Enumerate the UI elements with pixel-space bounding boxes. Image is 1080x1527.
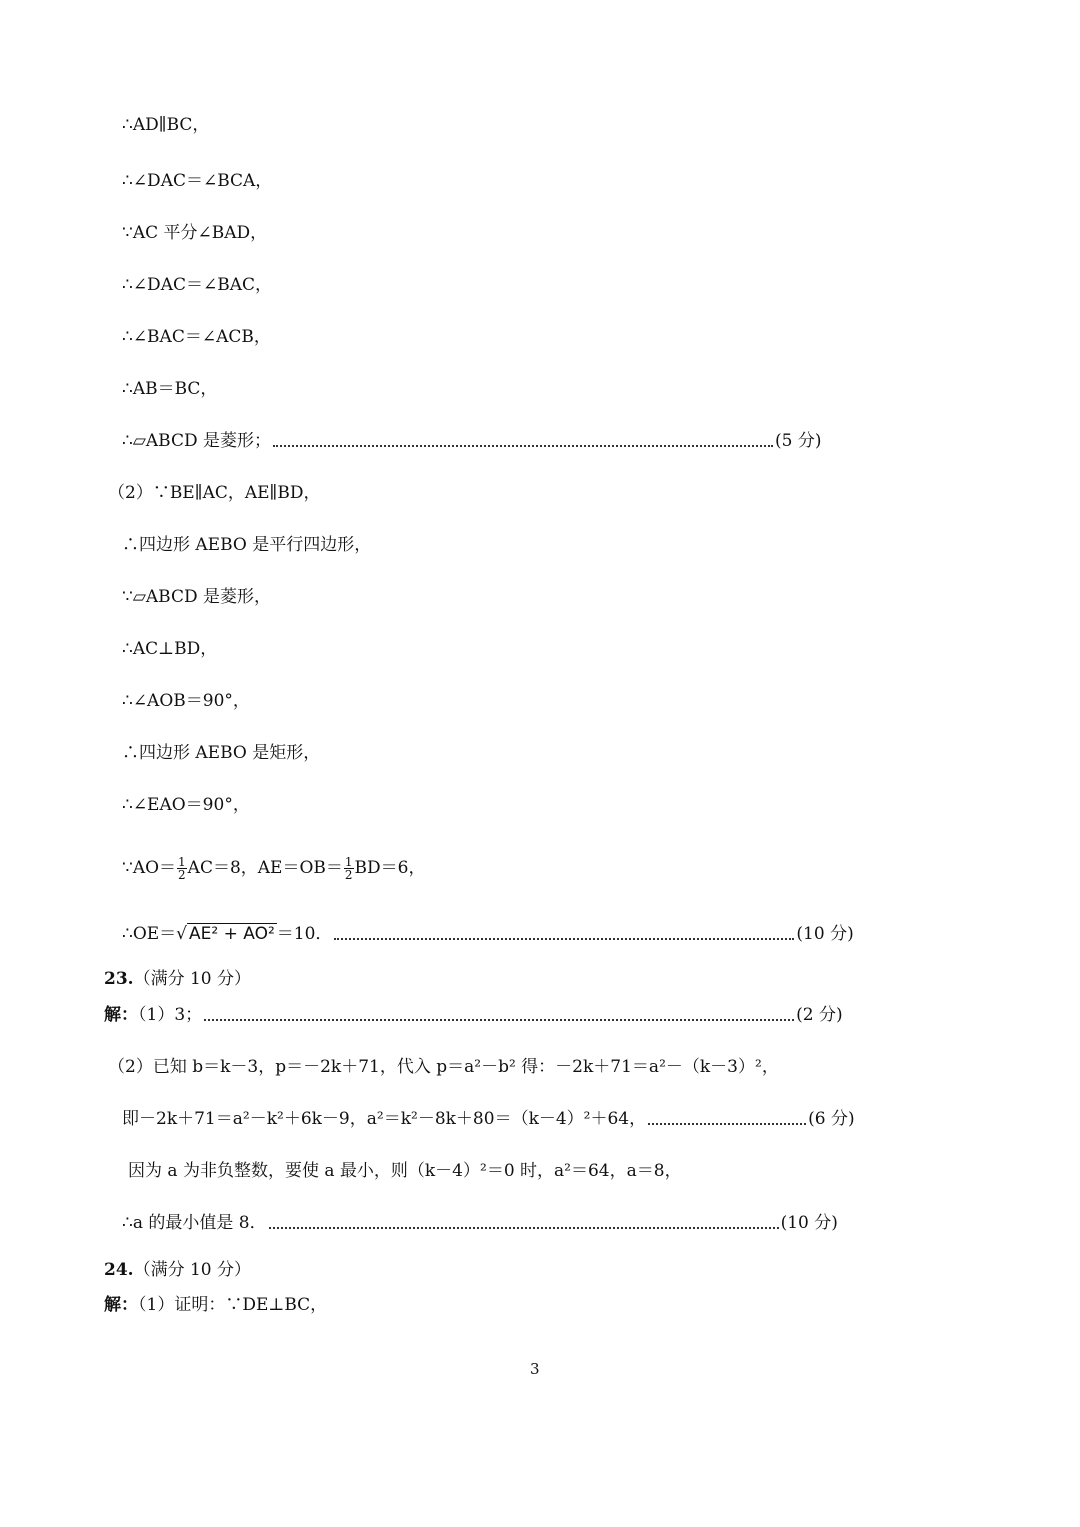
line-angle-eao: ∴∠EAO＝90°，	[122, 795, 250, 815]
rhombus-text: ∴▱ABCD 是菱形；	[122, 431, 272, 451]
score-10: (10 分)	[780, 1213, 838, 1233]
q23-part2-substitution: （2）已知 b＝k－3，p＝－2k＋71，代入 p＝a²－b² 得：－2k＋71＝a²－（k－3）²，	[108, 1057, 779, 1077]
line-parallelogram: ∴四边形 AEBO 是平行四边形，	[122, 535, 372, 555]
score-10: (10 分)	[796, 924, 854, 944]
solution-label: 解：	[104, 1295, 138, 1315]
leader-dots	[648, 1115, 806, 1125]
line-angle-dac-bca: ∴∠DAC＝∠BCA，	[122, 171, 273, 191]
line-rhombus-conclusion	[122, 429, 822, 453]
leader-dots	[269, 1219, 779, 1229]
expansion-text: 即－2k＋71＝a²－k²＋6k－9，a²＝k²－8k＋80＝（k－4）²＋64，	[122, 1109, 647, 1129]
question-points: （满分 10 分）	[133, 1260, 252, 1280]
question-number: 24.	[104, 1260, 134, 1280]
line-ab-bc: ∴AB＝BC，	[122, 379, 218, 399]
fraction-numerator-2: 1	[344, 855, 353, 869]
line-ac-bisects: ∵AC 平分∠BAD，	[122, 223, 268, 243]
leader-dots	[334, 930, 794, 940]
oe-text: ∴OE＝	[122, 924, 177, 944]
conclusion-text: ∴a 的最小值是 8．	[122, 1213, 267, 1233]
line-angle-aob: ∴∠AOB＝90°，	[122, 691, 250, 711]
ao-text: ∵AO＝	[122, 858, 177, 878]
q23-conclusion	[122, 1211, 838, 1235]
fraction-denominator: 2	[178, 868, 186, 882]
line-rectangle: ∴四边形 AEBO 是矩形，	[122, 743, 321, 763]
fraction-half	[177, 856, 187, 881]
q23-part2-reasoning: 因为 a 为非负整数，要使 a 最小，则（k－4）²＝0 时，a²＝64，a＝8，	[128, 1161, 682, 1181]
q24-part1	[104, 1293, 327, 1317]
question-24-header	[104, 1258, 251, 1282]
line-abcd-rhombus: ∵▱ABCD 是菱形，	[122, 587, 272, 607]
proof-start: （1）证明：∵DE⊥BC，	[138, 1295, 328, 1315]
q23-part1	[104, 1003, 843, 1027]
solution-label: 解：	[104, 1005, 138, 1025]
leader-dots	[273, 437, 773, 447]
line-angle-bac-acb: ∴∠BAC＝∠ACB，	[122, 327, 271, 347]
q23-part2-expansion	[122, 1107, 855, 1131]
line-ad-parallel-bc: ∴AD∥BC，	[122, 115, 210, 135]
score-2: (2 分)	[796, 1005, 843, 1025]
sqrt-symbol: √	[176, 924, 188, 944]
fraction-half-2	[344, 856, 354, 881]
fraction-denominator-2: 2	[344, 868, 353, 882]
line-angle-dac-bac: ∴∠DAC＝∠BAC，	[122, 275, 272, 295]
leader-dots	[204, 1011, 794, 1021]
part1-answer: （1）3；	[138, 1005, 203, 1025]
bd-text: BD＝6，	[354, 858, 426, 878]
question-23-header	[104, 967, 251, 991]
score-5: (5 分)	[775, 431, 822, 451]
line-oe-result	[122, 922, 854, 946]
line-part2-given: （2）∵BE∥AC，AE∥BD，	[108, 483, 321, 503]
question-number: 23.	[104, 969, 134, 989]
line-ac-perp-bd: ∴AC⊥BD，	[122, 639, 218, 659]
page-number: 3	[530, 1360, 540, 1378]
radicand: AE² + AO²	[189, 924, 275, 944]
fraction-numerator: 1	[178, 855, 186, 869]
oe-value: ＝10．	[276, 924, 333, 944]
score-6: (6 分)	[808, 1109, 855, 1129]
line-ao-ae-values	[122, 856, 425, 881]
ac-ae-text: AC＝8，AE＝OB＝	[187, 858, 343, 878]
sqrt-expression	[176, 922, 277, 946]
question-points: （满分 10 分）	[133, 969, 252, 989]
